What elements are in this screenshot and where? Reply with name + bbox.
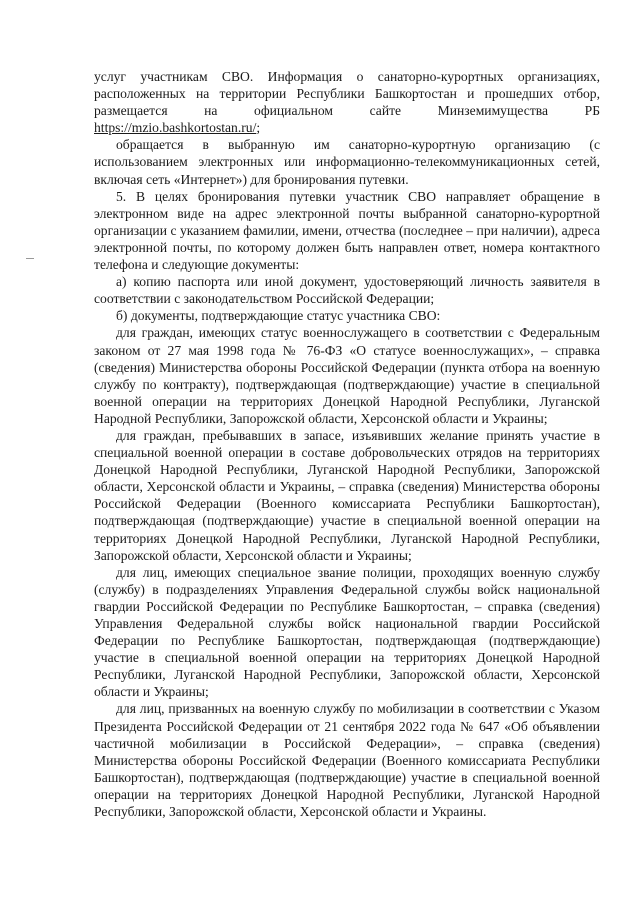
paragraph-1 — [94, 68, 600, 136]
paragraph-6: для граждан, имеющих статус военнослужащего в соответствии с Федеральным законом от 27 мая 1998 года № 76-ФЗ «О статусе военнослужащих», – справка (сведения) Министерства обороны Российской Федерации (пункта отбора на военную службу по контракту), подтверждающая (подтверждающие) участие в специальной военной операции на территориях Донецкой Народной Республики, Луганской Народной Республики, Запорожской области, Херсонской области и Украины; — [94, 325, 600, 426]
paragraph-1-end: ; — [256, 120, 261, 136]
paragraph-4: а) копию паспорта или иной документ, удостоверяющий личность заявителя в соответствии с законодательством Российской Федерации; — [94, 274, 600, 307]
paragraph-2: обращается в выбранную им санаторно-курортную организацию (с использованием электронных или информационно-телекоммуникационных сетей, включая сеть «Интернет») для бронирования путевки. — [94, 137, 600, 187]
paragraph-1-text: услуг участникам СВО. Информация о санаторно-курортных организациях, расположенных на территории Республики Башкортостан и прошедших отбор, размещается на официальном сайте Минземимущества РБ — [94, 69, 600, 119]
paragraph-3: 5. В целях бронирования путевки участник СВО направляет обращение в электронном виде на адрес электронной почты выбранной санаторно-курортной организации с указанием фамилии, имени, отчества (последнее – при наличии), адреса электронной почты, по которому должен быть направлен ответ, номера контактного телефона и следующие документы: — [94, 188, 600, 273]
ministry-site-link[interactable]: https://mzio.bashkortostan.ru/ — [94, 120, 257, 136]
paragraph-5: б) документы, подтверждающие статус участника СВО: — [116, 308, 441, 324]
paragraph-8: для лиц, имеющих специальное звание полиции, проходящих военную службу (службу) в подразделениях Управления Федеральной службы войск национальной гвардии Российской Федерации по Республике Башкортостан, – справка (сведения) Управления Федеральной службы войск национальной гвардии Российской Федерации по Республике Башкортостан, подтверждающая (подтверждающие) участие в специальной военной операции на территориях Донецкой Народной Республики, Луганской Народной Республики, Запорожской области, Херсонской области и Украины; — [94, 564, 600, 700]
paragraph-9: для лиц, призванных на военную службу по мобилизации в соответствии с Указом Президента Российской Федерации от 21 сентября 2022 года № 647 «Об объявлении частичной мобилизации в Российской Федерации», – справка (сведения) Министерства обороны Российской Федерации (Военного комиссариата Республики Башкортостан), подтверждающая (подтверждающие) участие в специальной военной операции на территориях Донецкой Народной Республики, Луганской Народной Республики, Запорожской области, Херсонской области и Украины. — [94, 701, 600, 820]
paragraph-7: для граждан, пребывавших в запасе, изъявивших желание принять участие в специальной военной операции в составе добровольческих отрядов на территориях Донецкой Народной Республики, Луганской Народной Республики, Запорожской области, Херсонской области и Украины, – справка (сведения) Министерства обороны Российской Федерации (Военного комиссариата Республики Башкортостан), подтверждающая (подтверждающие) участие в специальной военной операции на территориях Донецкой Народной Республики, Луганской Народной Республики, Запорожской области, Херсонской области и Украины; — [94, 427, 600, 563]
document-body — [94, 68, 600, 820]
margin-mark — [26, 258, 34, 259]
